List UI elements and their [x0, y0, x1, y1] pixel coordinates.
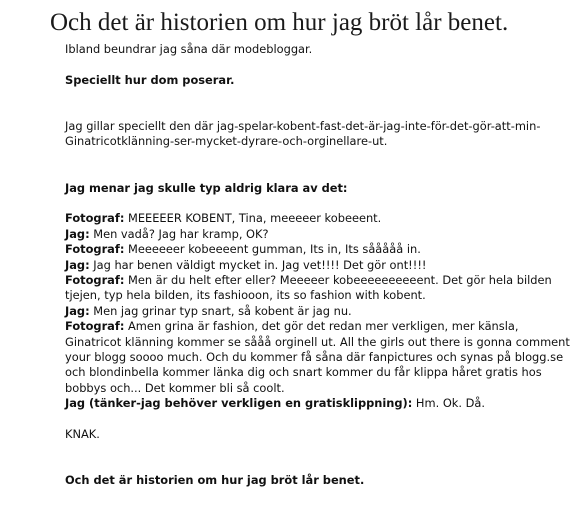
emphasis-paragraph: Speciellt hur dom poserar.	[65, 72, 235, 87]
dialogue-line	[65, 258, 570, 273]
dialogue-text: Meeeeeer kobeeeent gumman, Its in, Its sååååå in.	[124, 242, 421, 257]
closing-line: Och det är historien om hur jag bröt lår benet.	[65, 473, 365, 488]
speaker-label: Fotograf:	[65, 319, 125, 334]
dialogue-text: Men jag grinar typ snart, så kobent är jag nu.	[89, 303, 352, 318]
dialogue-text: Amen grina är fashion, det gör det redan mer verkligen, mer känsla, Ginatricot klänning kommer se sååå orginell ut. All the girls out there is gonna comment your blogg soooo much. Och du kommer få såna där fanpictures och synas på blogg.se och blondinbella kommer länka dig och snart kommer du får klippa håret gratis hos bobbys och... Det kommer bli så coolt.	[65, 319, 570, 395]
intro-paragraph: Ibland beundrar jag såna där modebloggar.	[65, 42, 313, 56]
dialogue-text: Men är du helt efter eller? Meeeeer kobeeeeeeeeeent. Det gör hela bilden tjejen, typ hela bilden, its fashiooon, its so fashion with kobent.	[65, 273, 552, 303]
dialogue-text: Jag har benen väldigt mycket in. Jag vet!!!! Det gör ont!!!!	[89, 257, 427, 272]
speaker-label: Jag (tänker-jag behöver verkligen en gratisklippning):	[65, 396, 413, 411]
post-title: Och det är historien om hur jag bröt lår benet.	[50, 9, 509, 36]
long-sentence-paragraph: Jag gillar speciellt den där jag-spelar-kobent-fast-det-är-jag-inte-för-det-gör-att-min-Ginatricotklänning-ser-mycket-dyrare-och-orginellare-ut.	[65, 119, 541, 149]
dialogue-line	[65, 319, 570, 396]
statement-paragraph: Jag menar jag skulle typ aldrig klara av det:	[65, 180, 348, 195]
dialogue-text: MEEEEER KOBENT, Tina, meeeeer kobeeent.	[124, 211, 382, 226]
speaker-label: Fotograf:	[65, 273, 125, 288]
speaker-label: Fotograf:	[65, 211, 125, 226]
dialogue-text: Hm. Ok. Då.	[412, 396, 486, 411]
ending-sound: KNAK.	[65, 427, 100, 442]
dialogue-line	[65, 273, 570, 304]
speaker-label: Jag:	[65, 303, 90, 318]
dialogue-line	[65, 304, 570, 319]
post-body	[65, 42, 570, 489]
speaker-label: Jag:	[65, 257, 90, 272]
dialogue-line	[65, 227, 570, 242]
dialogue-line	[65, 211, 570, 226]
dialogue-text: Men vadå? Jag har kramp, OK?	[89, 226, 269, 241]
dialogue-line	[65, 242, 570, 257]
dialogue	[65, 211, 570, 411]
speaker-label: Jag:	[65, 226, 90, 241]
speaker-label: Fotograf:	[65, 242, 125, 257]
dialogue-line	[65, 396, 570, 411]
